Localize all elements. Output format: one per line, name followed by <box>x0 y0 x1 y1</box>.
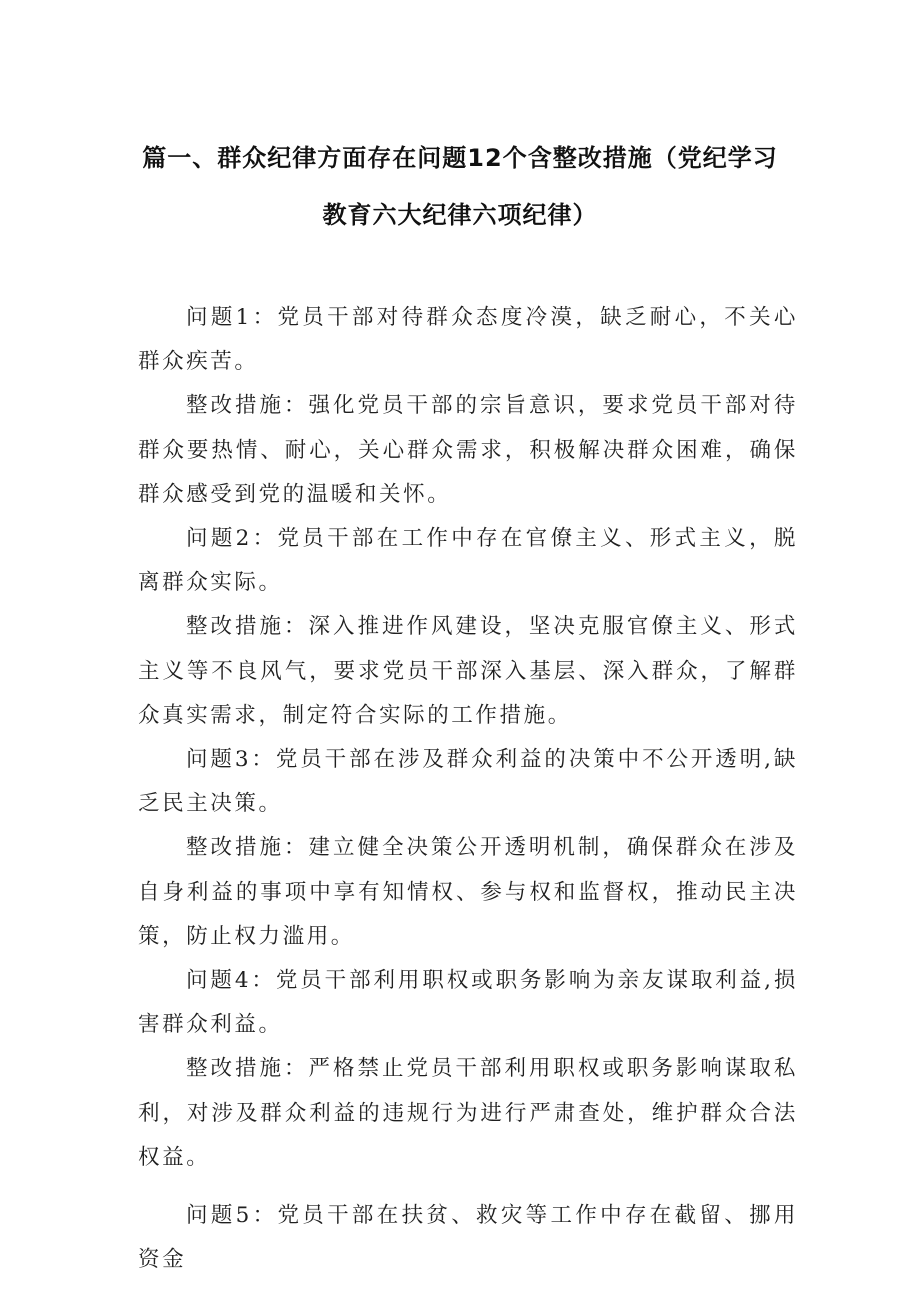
problem-4: 问题4：党员干部利用职权或职务影响为亲友谋取利益,损害群众利益。 <box>138 968 798 1038</box>
problem-5: 问题5：党员干部在扶贫、救灾等工作中存在截留、挪用资金 <box>138 1203 798 1273</box>
document-body <box>138 296 798 1282</box>
title-line-2: 教育六大纪律六项纪律） <box>322 201 598 229</box>
measure-2: 整改措施：深入推进作风建设，坚决克服官僚主义、形式主义等不良风气，要求党员干部深入基层、深入群众，了解群众真实需求，制定符合实际的工作措施。 <box>138 614 798 728</box>
problem-3: 问题3：党员干部在涉及群众利益的决策中不公开透明,缺乏民主决策。 <box>138 747 798 817</box>
problem-2: 问题2：党员干部在工作中存在官僚主义、形式主义，脱离群众实际。 <box>138 526 798 596</box>
measure-3: 整改措施：建立健全决策公开透明机制，确保群众在涉及自身利益的事项中享有知情权、参与权和监督权，推动民主决策，防止权力滥用。 <box>138 835 798 949</box>
measure-1: 整改措施：强化党员干部的宗旨意识，要求党员干部对待群众要热情、耐心，关心群众需求，积极解决群众困难，确保群众感受到党的温暖和关怀。 <box>138 393 798 507</box>
title-line-1: 篇一、群众纪律方面存在问题12个含整改措施（党纪学习 <box>142 144 778 172</box>
document-title <box>0 130 920 244</box>
problem-1: 问题1：党员干部对待群众态度冷漠，缺乏耐心，不关心群众疾苦。 <box>138 305 798 375</box>
measure-4: 整改措施：严格禁止党员干部利用职权或职务影响谋取私利，对涉及群众利益的违规行为进行严肃查处，维护群众合法权益。 <box>138 1056 798 1170</box>
